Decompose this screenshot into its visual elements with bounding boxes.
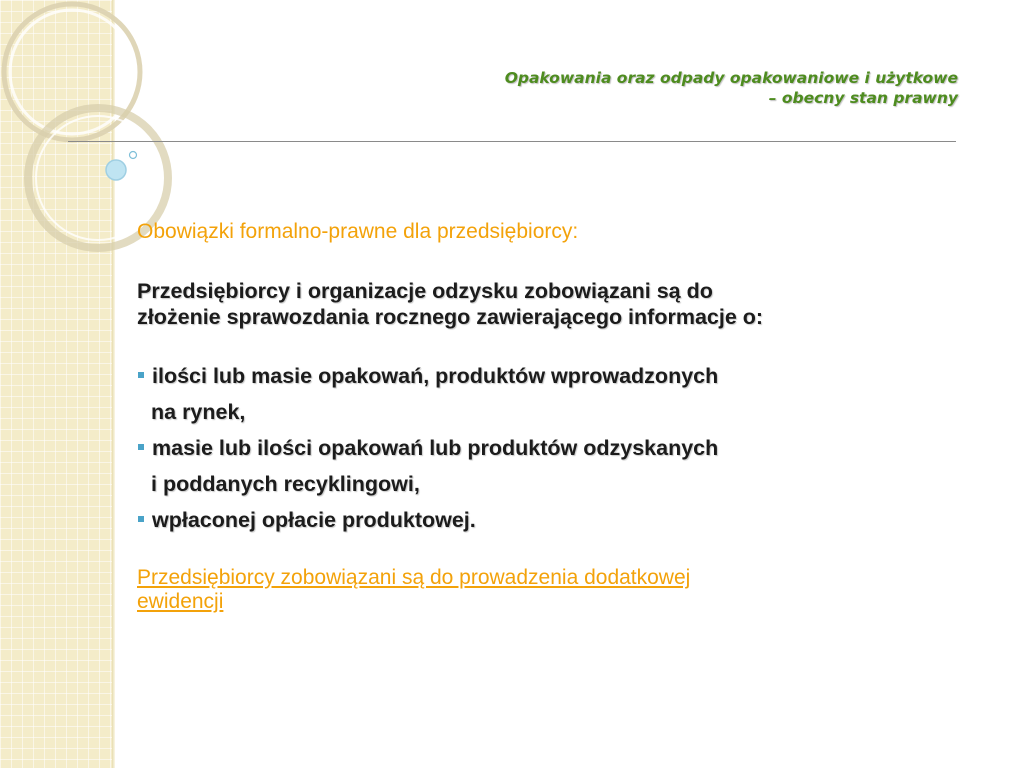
slide-content bbox=[137, 218, 977, 614]
bullet-continuation: i poddanych recyklingowi, bbox=[151, 472, 420, 496]
bullet-text: ilości lub masie opakowań, produktów wprowadzonych bbox=[152, 364, 719, 388]
intro-paragraph bbox=[137, 278, 977, 330]
title-divider bbox=[68, 141, 956, 142]
bullet-list bbox=[137, 358, 977, 538]
additional-records-link[interactable] bbox=[137, 566, 977, 614]
square-bullet-icon bbox=[138, 516, 144, 522]
intro-line-2: złożenie sprawozdania rocznego zawierającego informacje o: bbox=[137, 305, 764, 329]
bullet-item bbox=[137, 430, 977, 466]
bullet-item bbox=[137, 502, 977, 538]
bullet-text: wpłaconej opłacie produktowej. bbox=[152, 508, 476, 532]
blue-dot-small bbox=[130, 152, 137, 159]
intro-line-1: Przedsiębiorcy i organizacje odzysku zobowiązani są do bbox=[137, 279, 713, 303]
slide-title bbox=[258, 68, 958, 108]
square-bullet-icon bbox=[138, 444, 144, 450]
bullet-text: masie lub ilości opakowań lub produktów odzyskanych bbox=[152, 436, 719, 460]
blue-dot-large bbox=[106, 160, 126, 180]
square-bullet-icon bbox=[138, 372, 144, 378]
link-line-2: ewidencji bbox=[137, 590, 224, 613]
bullet-item bbox=[137, 358, 977, 394]
title-line-1: Opakowania oraz odpady opakowaniowe i użytkowe bbox=[504, 69, 958, 87]
section-heading: Obowiązki formalno-prawne dla przedsiębiorcy: bbox=[137, 220, 579, 243]
title-line-2: – obecny stan prawny bbox=[768, 89, 958, 107]
bullet-continuation: na rynek, bbox=[151, 400, 246, 424]
link-line-1: Przedsiębiorcy zobowiązani są do prowadzenia dodatkowej bbox=[137, 566, 691, 589]
